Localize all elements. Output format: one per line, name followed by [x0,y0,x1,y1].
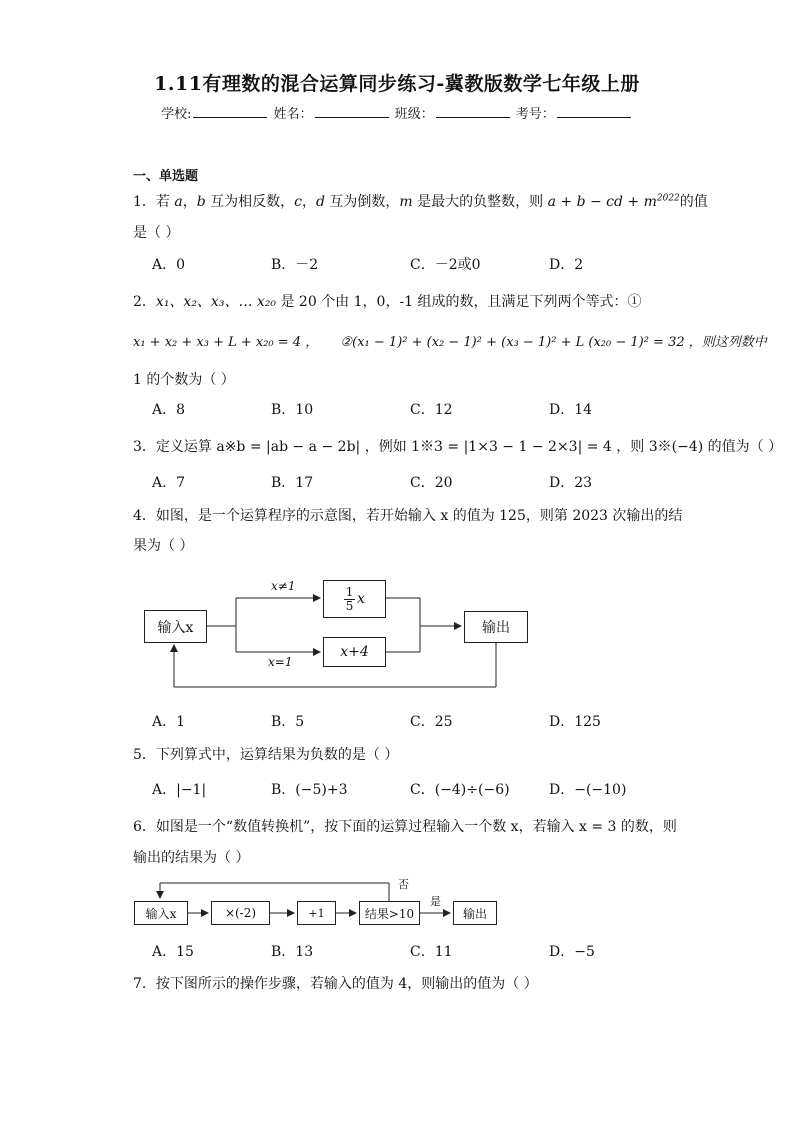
q1-option-c[interactable]: C．－2或0 [410,257,481,273]
q2-variables: x₁、x₂、x₃、… x₂₀ [155,294,277,310]
q6-input-label: 输入x [145,906,177,921]
q4-add-box [323,637,386,667]
q6-check-box [359,901,420,925]
q6-multiply-box [211,901,270,925]
q1-prefix: 1．若 [133,194,175,210]
q6-no-label: 否 [398,878,409,891]
q1-text: 互为倒数， [324,194,400,210]
q6-add-box [297,901,336,925]
class-label: 班级： [394,107,434,122]
q2-option-d[interactable]: D．14 [549,402,593,418]
q3-option-a[interactable]: A．7 [152,475,186,491]
question-3: 3．定义运算 a※b = |ab − a − 2b| ，例如 1※3 = |1×3 − 1 − 2×3| = 4 ，则 3※(−4) 的值为（ ） [133,439,783,455]
q1-var-a: a [174,194,183,210]
q5-option-c[interactable]: C．(−4)÷(−6) [410,782,510,798]
question-6-line-2: 输出的结果为（ ） [133,850,250,866]
q1-comma: ， [182,194,197,210]
q4-option-a[interactable]: A．1 [152,714,186,730]
q1-expression: a + b − cd + m [547,194,657,210]
q4-option-c[interactable]: C．25 [410,714,453,730]
q4-fraction-denominator: 5 [345,598,354,613]
q6-yes-label: 是 [430,895,441,908]
q4-fraction [344,586,355,613]
q1-text: 互为相反数， [205,194,295,210]
q6-check-label: 结果>10 [364,906,415,921]
name-label: 姓名： [273,107,313,122]
q4-fraction-variable: x [357,591,365,607]
q4-output-box [464,611,528,643]
q6-output-label: 输出 [462,906,487,921]
q3-option-c[interactable]: C．20 [410,475,453,491]
q4-input-label: 输入x [157,619,194,636]
q1-option-a[interactable]: A．0 [152,257,186,273]
q4-input-box [144,610,207,643]
question-1-line-2: 是（ ） [133,225,180,241]
question-4-line-1: 4．如图，是一个运算程序的示意图，若开始输入 x 的值为 125，则第 2023 次输出的结 [133,508,683,524]
q2-option-a[interactable]: A．8 [152,402,186,418]
q6-option-c[interactable]: C．11 [410,944,453,960]
q1-tail: 的值 [679,194,708,210]
q5-option-d[interactable]: D．−(−10) [549,782,627,798]
question-7: 7．按下图所示的操作步骤，若输入的值为 4，则输出的值为（ ） [133,976,538,992]
exam-number-label: 考号： [515,107,555,122]
school-label: 学校: [161,107,192,122]
q2-equation-2: ②(x₁ − 1)² + (x₂ − 1)² + (x₃ − 1)² + L (x₂₀ − 1)² = 32 ，则这列数中 [340,335,767,350]
q5-option-a[interactable]: A．|−1| [152,782,207,798]
q6-option-b[interactable]: B．13 [271,944,314,960]
question-4-line-2: 果为（ ） [133,538,194,554]
question-5: 5．下列算式中，运算结果为负数的是（ ） [133,747,399,763]
q6-option-d[interactable]: D．−5 [549,944,595,960]
q2-number: 2． [133,294,156,310]
q4-condition-not-one: x≠1 [271,579,296,593]
q4-option-d[interactable]: D．125 [549,714,601,730]
q2-option-c[interactable]: C．12 [410,402,453,418]
q1-exponent: 2022 [656,193,680,204]
q2-equation-1: x₁ + x₂ + x₃ + L + x₂₀ = 4 ， [133,335,319,350]
question-6-line-1: 6．如图是一个“数值转换机”，按下面的运算过程输入一个数 x，若输入 x = 3 的数，则 [133,819,677,835]
q1-var-d: d [315,194,325,210]
q6-input-box [134,901,188,925]
question-2-line-3: 1 的个数为（ ） [133,372,235,388]
q6-output-box [453,901,497,925]
q6-option-a[interactable]: A．15 [152,944,194,960]
q1-option-b[interactable]: B．－2 [271,257,319,273]
q4-fraction-numerator: 1 [345,584,354,599]
q5-option-b[interactable]: B．(−5)+3 [271,782,348,798]
q1-var-c: c [294,194,302,210]
page-title: 1.11有理数的混合运算同步练习-冀教版数学七年级上册 [154,73,640,95]
q1-var-b: b [196,194,206,210]
q3-option-d[interactable]: D．23 [549,475,593,491]
q1-option-d[interactable]: D．2 [549,257,584,273]
q2-option-b[interactable]: B．10 [271,402,314,418]
section-heading: 一、单选题 [133,169,199,184]
q4-option-b[interactable]: B．5 [271,714,305,730]
q6-add-label: +1 [308,906,325,920]
q1-text: 是最大的负整数，则 [412,194,548,210]
q4-condition-one: x=1 [268,655,293,669]
q6-multiply-label: ×(-2) [224,906,257,920]
q1-comma: ， [301,194,316,210]
q4-multiply-box [323,580,386,618]
q4-output-label: 输出 [482,620,510,636]
q2-text: 是 20 个由 1，0，-1 组成的数，且满足下列两个等式：① [276,294,642,310]
q1-var-m: m [399,194,413,210]
q3-option-b[interactable]: B．17 [271,475,314,491]
q4-add-label: x+4 [340,644,369,660]
